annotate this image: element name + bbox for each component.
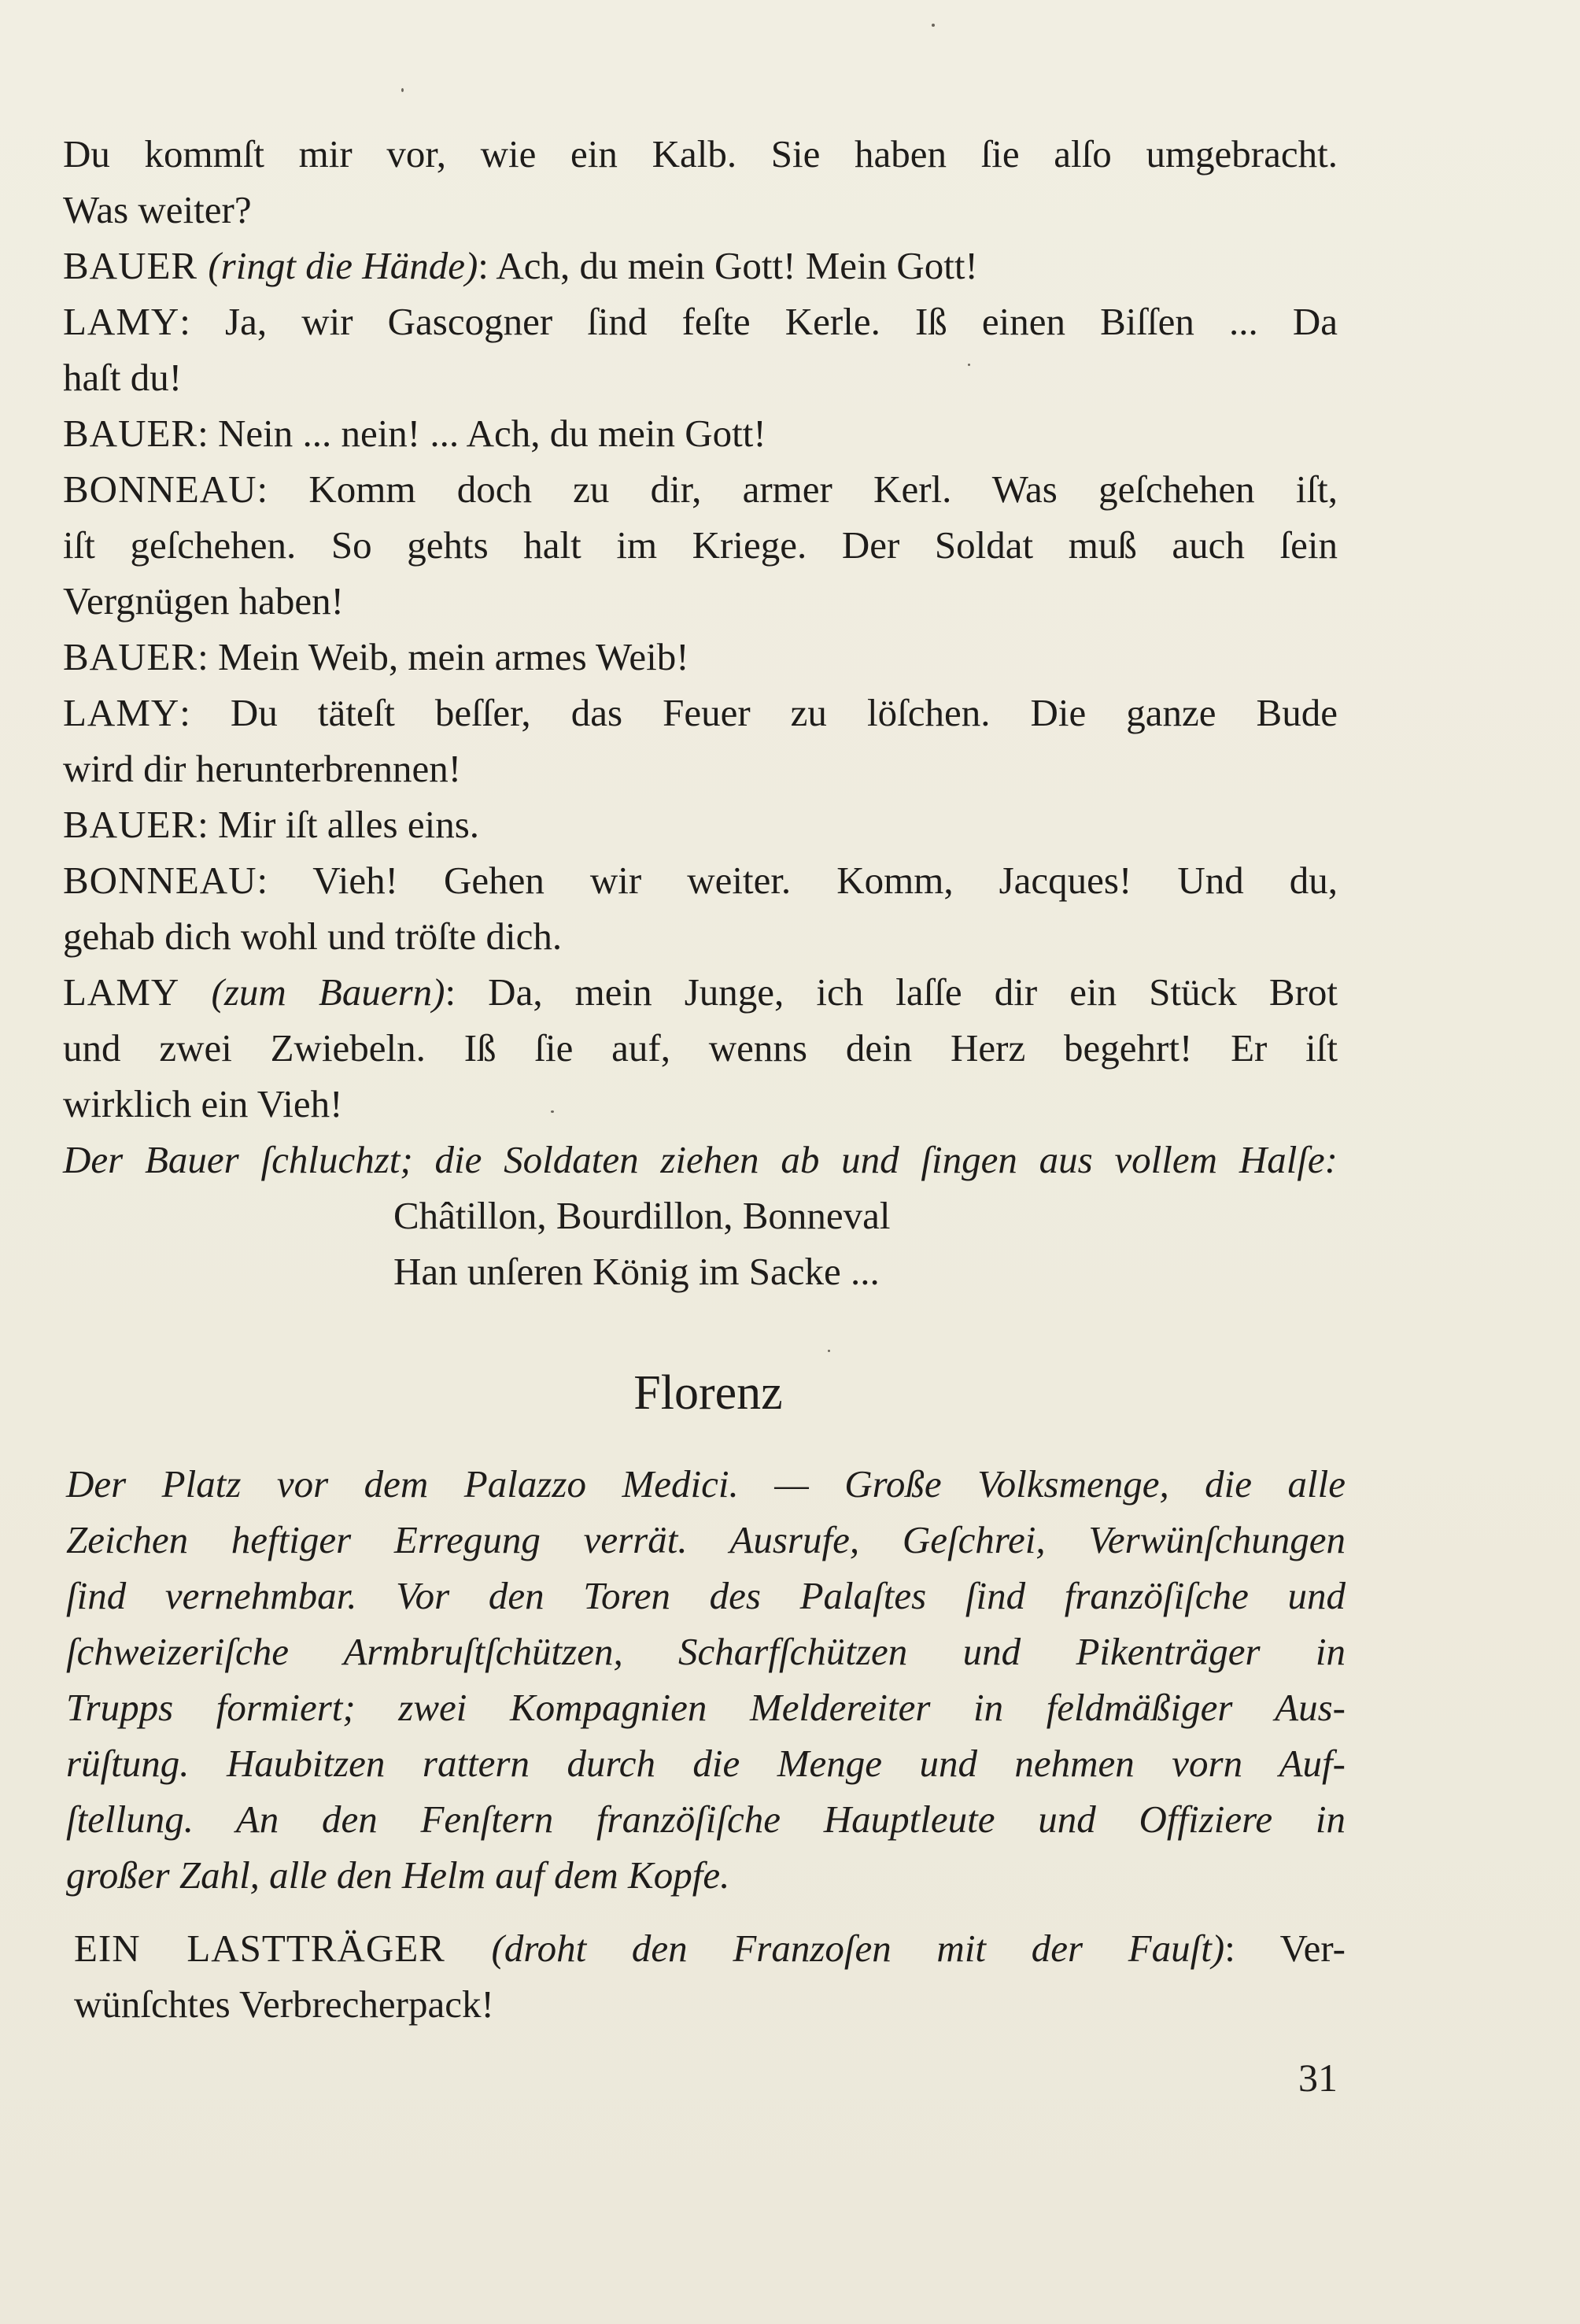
text-line bbox=[63, 182, 1338, 238]
ink-speck bbox=[932, 24, 935, 27]
stage-direction: Zeichen heftiger Erregung verrät. Ausrufe, Geſchrei, Verwünſchungen bbox=[66, 1518, 1346, 1561]
speaker-name: BAUER bbox=[63, 412, 198, 455]
dialogue-text: : Nein ... nein! ... Ach, du mein Gott! bbox=[198, 412, 766, 455]
stage-direction: (droht den Franzoſen mit der Fauſt) bbox=[491, 1927, 1225, 1970]
text-line bbox=[66, 1679, 1346, 1735]
text-line bbox=[63, 126, 1338, 182]
text-line bbox=[63, 517, 1338, 573]
text-line bbox=[63, 349, 1338, 405]
dialogue-text: wird dir herunterbrennen! bbox=[63, 747, 462, 790]
dialogue-text: : Ja, wir Gascogner ſind feſte Kerle. Iß einen Biſſen ... Da bbox=[179, 300, 1338, 343]
stage-direction: ſtellung. An den Fenſtern franzöſiſche Hauptleute und Offiziere in bbox=[66, 1797, 1346, 1841]
dialogue-text: Was weiter? bbox=[63, 188, 252, 231]
text-line bbox=[63, 685, 1338, 741]
text-line bbox=[66, 1791, 1346, 1847]
page-number: 31 bbox=[1298, 2056, 1338, 2100]
dialogue-text: : Mir iſt alles eins. bbox=[198, 803, 480, 846]
text-line bbox=[63, 964, 1338, 1020]
text-line bbox=[66, 1568, 1346, 1624]
stage-direction: Trupps formiert; zwei Kompagnien Meldereiter in feldmäßiger Aus- bbox=[66, 1686, 1346, 1729]
speaker-name: LAMY bbox=[63, 300, 180, 343]
dialogue-text: wirklich ein Vieh! bbox=[63, 1082, 343, 1125]
dialogue-text: : Du täteſt beſſer, das Feuer zu löſchen. Die ganze Bude bbox=[179, 691, 1338, 734]
speaker-name: BAUER bbox=[63, 244, 209, 287]
dialogue-text: wünſchtes Verbrecherpack! bbox=[74, 1982, 494, 2026]
dialogue-text: Vergnügen haben! bbox=[63, 579, 344, 623]
dialogue-text: haſt du! bbox=[63, 356, 183, 399]
dialogue-text: : Mein Weib, mein armes Weib! bbox=[198, 635, 689, 678]
speaker-name: LAMY bbox=[63, 691, 180, 734]
text-line bbox=[63, 1076, 1338, 1132]
text-line bbox=[63, 1020, 1338, 1076]
stage-direction: Der Bauer ſchluchzt; die Soldaten ziehen ab und ſingen aus vollem Halſe: bbox=[63, 1138, 1338, 1181]
text-line bbox=[63, 238, 1338, 294]
stage-direction: großer Zahl, alle den Helm auf dem Kopfe. bbox=[66, 1853, 730, 1897]
text-line bbox=[63, 461, 1338, 517]
text-line bbox=[63, 573, 1338, 629]
text-line bbox=[63, 1132, 1338, 1188]
stage-direction: Der Platz vor dem Palazzo Medici. — Große Volksmenge, die alle bbox=[66, 1462, 1346, 1506]
dialogue-text: : Komm doch zu dir, armer Kerl. Was geſchehen iſt, bbox=[257, 467, 1338, 511]
text-line bbox=[66, 1624, 1346, 1679]
dialogue-text: : Ach, du mein Gott! Mein Gott! bbox=[478, 244, 978, 287]
verse-line bbox=[63, 1188, 1338, 1243]
text-line bbox=[66, 1847, 1346, 1903]
text-line bbox=[63, 294, 1338, 349]
dialogue-text: Du kommſt mir vor, wie ein Kalb. Sie haben ſie alſo umgebracht. bbox=[63, 132, 1338, 176]
speaker-name: EIN LASTTRÄGER bbox=[74, 1927, 492, 1970]
dialogue-text: iſt geſchehen. So gehts halt im Kriege. Der Soldat muß auch ſein bbox=[63, 523, 1338, 567]
text-line bbox=[66, 1735, 1346, 1791]
speaker-name: BAUER bbox=[63, 635, 198, 678]
text-line bbox=[63, 852, 1338, 908]
ink-speck bbox=[401, 88, 404, 92]
dialogue-text: Han unſeren König im Sacke ... bbox=[393, 1250, 880, 1293]
stage-direction: ſind vernehmbar. Vor den Toren des Palaſtes ſind franzöſiſche und bbox=[66, 1574, 1346, 1617]
dialogue-text: und zwei Zwiebeln. Iß ſie auf, wenns dein Herz begehrt! Er iſt bbox=[63, 1026, 1338, 1070]
dialogue-text: Châtillon, Bourdillon, Bonneval bbox=[393, 1194, 891, 1237]
verse-line bbox=[63, 1243, 1338, 1299]
text-line bbox=[63, 405, 1338, 461]
dialogue-text: : Da, mein Junge, ich laſſe dir ein Stück Brot bbox=[445, 970, 1338, 1014]
text-line bbox=[66, 1512, 1346, 1568]
stage-direction: rüſtung. Haubitzen rattern durch die Menge und nehmen vorn Auf- bbox=[66, 1742, 1346, 1785]
text-line bbox=[63, 741, 1338, 796]
text-line bbox=[66, 1456, 1346, 1512]
dialogue-text: : Vieh! Gehen wir weiter. Komm, Jacques! Und du, bbox=[257, 859, 1338, 902]
ink-speck bbox=[828, 1350, 830, 1352]
speaker-name: BONNEAU bbox=[63, 859, 257, 902]
text-line bbox=[63, 908, 1338, 964]
ink-speck bbox=[551, 1110, 554, 1113]
text-line bbox=[63, 629, 1338, 685]
text-line bbox=[63, 796, 1338, 852]
speaker-name: BAUER bbox=[63, 803, 198, 846]
text-line bbox=[74, 1976, 1346, 2032]
dialogue-text: gehab dich wohl und tröſte dich. bbox=[63, 914, 563, 958]
section-heading: Florenz bbox=[633, 1366, 783, 1420]
speaker-name: LAMY bbox=[63, 970, 212, 1014]
scene-text-block bbox=[63, 126, 1338, 1299]
text-line bbox=[74, 1920, 1346, 1976]
dialogue-text: : Ver- bbox=[1224, 1927, 1346, 1970]
stage-direction: ſchweizeriſche Armbruſtſchützen, Scharfſchützen und Pikenträger in bbox=[66, 1630, 1346, 1673]
speaker-name: BONNEAU bbox=[63, 467, 257, 511]
dialogue-block bbox=[74, 1920, 1346, 2032]
stage-direction: (zum Bauern) bbox=[211, 970, 445, 1014]
stage-directions-block bbox=[66, 1456, 1346, 1903]
ink-speck bbox=[968, 364, 970, 366]
stage-direction: (ringt die Hände) bbox=[208, 244, 478, 287]
